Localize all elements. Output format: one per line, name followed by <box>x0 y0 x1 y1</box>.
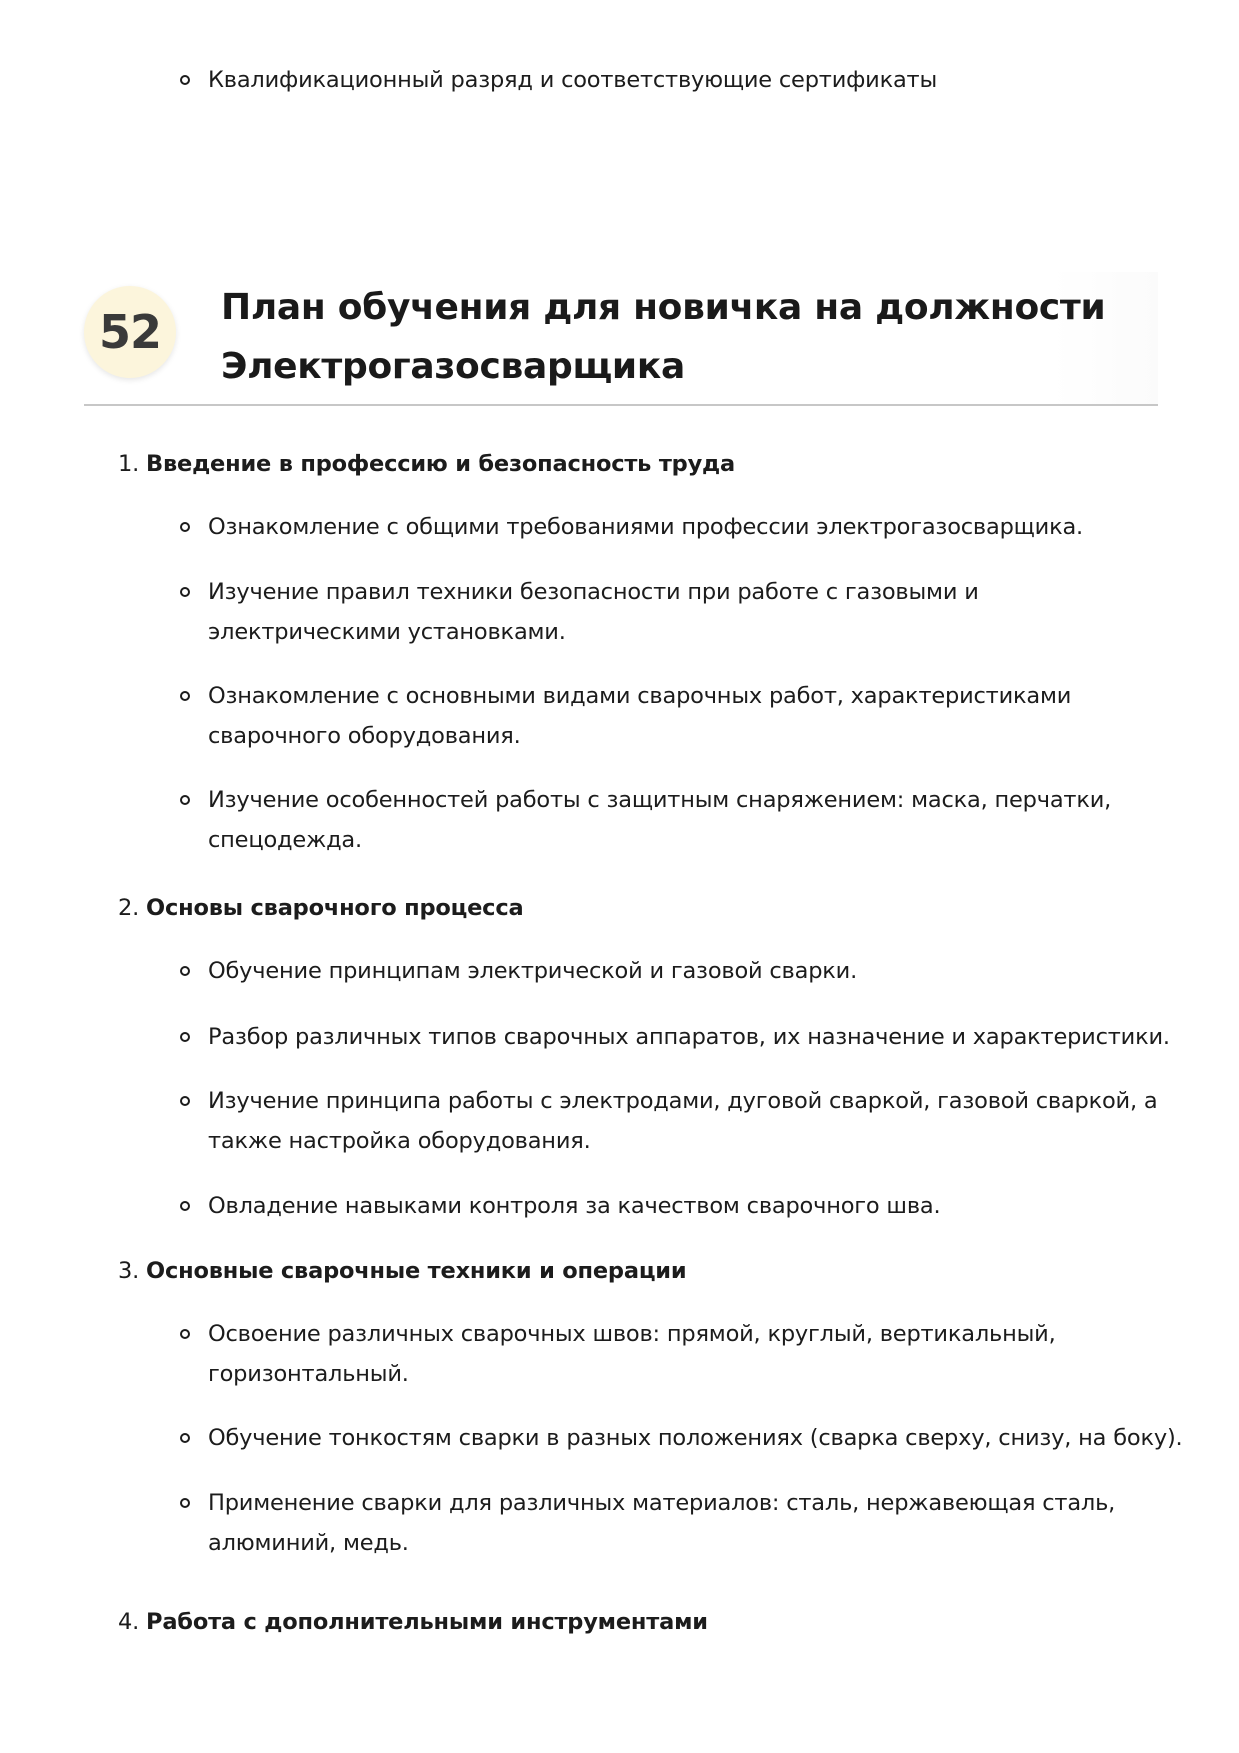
list-item-line: Овладение навыками контроля за качеством сварочного шва. <box>208 1193 941 1219</box>
hollow-bullet-icon <box>180 1329 190 1339</box>
list-item-line: спецодежда. <box>208 827 362 853</box>
list-item-text <box>208 572 1188 652</box>
list-item-text <box>208 1418 1188 1458</box>
hollow-bullet-icon <box>180 522 190 532</box>
section-number: 52 <box>98 305 161 359</box>
section-title <box>118 1251 686 1291</box>
section-title <box>118 888 523 928</box>
hollow-bullet-icon <box>180 966 190 976</box>
hollow-bullet-icon <box>180 1498 190 1508</box>
list-item-text <box>208 1314 1188 1394</box>
list-item-text <box>208 676 1188 756</box>
list-item-line: Изучение принципа работы с электродами, дуговой сваркой, газовой сваркой, а <box>208 1088 1158 1114</box>
list-item-line: электрическими установками. <box>208 619 566 645</box>
list-item-text: Квалификационный разряд и соответствующие сертификаты <box>208 67 938 93</box>
list-item-text <box>208 1186 1188 1226</box>
list-item <box>180 60 1180 100</box>
list-item-line: сварочного оборудования. <box>208 723 521 749</box>
section-item-number: 3. <box>118 1258 147 1284</box>
section-item-title: Основы сварочного процесса <box>146 895 524 921</box>
section-title <box>118 1602 708 1642</box>
list-item-line: Ознакомление с основными видами сварочных работ, характеристиками <box>208 683 1072 709</box>
section-item-title: Работа с дополнительными инструментами <box>146 1609 708 1635</box>
list-item-line: Изучение правил техники безопасности при работе с газовыми и <box>208 579 979 605</box>
hollow-bullet-icon <box>180 795 190 805</box>
hollow-bullet-icon <box>180 1201 190 1211</box>
list-item-text <box>208 1483 1188 1563</box>
hollow-bullet-icon <box>180 1433 190 1443</box>
section-item-number: 1. <box>118 451 147 477</box>
list-item-text <box>208 1081 1188 1161</box>
list-item-line: Изучение особенностей работы с защитным снаряжением: маска, перчатки, <box>208 787 1112 813</box>
section-number-badge <box>84 286 176 378</box>
list-item-text <box>208 1017 1188 1057</box>
list-item-line: алюминий, медь. <box>208 1530 409 1556</box>
section-item-number: 2. <box>118 895 147 921</box>
hollow-bullet-icon <box>180 1032 190 1042</box>
section-item-title: Введение в профессию и безопасность труда <box>146 451 736 477</box>
list-item-line: Обучение принципам электрической и газовой сварки. <box>208 958 858 984</box>
list-item-line: горизонтальный. <box>208 1361 409 1387</box>
list-item-line: Применение сварки для различных материалов: сталь, нержавеющая сталь, <box>208 1490 1116 1516</box>
hollow-bullet-icon <box>180 1096 190 1106</box>
list-item-line: Освоение различных сварочных швов: прямой, круглый, вертикальный, <box>208 1321 1056 1347</box>
hollow-bullet-icon <box>180 691 190 701</box>
list-item-line: также настройка оборудования. <box>208 1128 591 1154</box>
list-item-text <box>208 780 1188 860</box>
section-item-title: Основные сварочные техники и операции <box>146 1258 687 1284</box>
hollow-bullet-icon <box>180 75 190 85</box>
list-item-text <box>208 951 1188 991</box>
list-item-line: Обучение тонкостям сварки в разных положениях (сварка сверху, снизу, на боку). <box>208 1425 1183 1451</box>
page-title-line: План обучения для новичка на должности <box>221 287 1106 328</box>
list-item-line: Ознакомление с общими требованиями профессии электрогазосварщика. <box>208 514 1084 540</box>
page-title-line: Электрогазосварщика <box>221 346 685 387</box>
section-heading <box>84 272 1158 406</box>
section-title <box>118 444 735 484</box>
list-item-text <box>208 507 1188 547</box>
page-title <box>221 278 1141 396</box>
list-item-line: Разбор различных типов сварочных аппаратов, их назначение и характеристики. <box>208 1024 1170 1050</box>
section-item-number: 4. <box>118 1609 147 1635</box>
hollow-bullet-icon <box>180 587 190 597</box>
